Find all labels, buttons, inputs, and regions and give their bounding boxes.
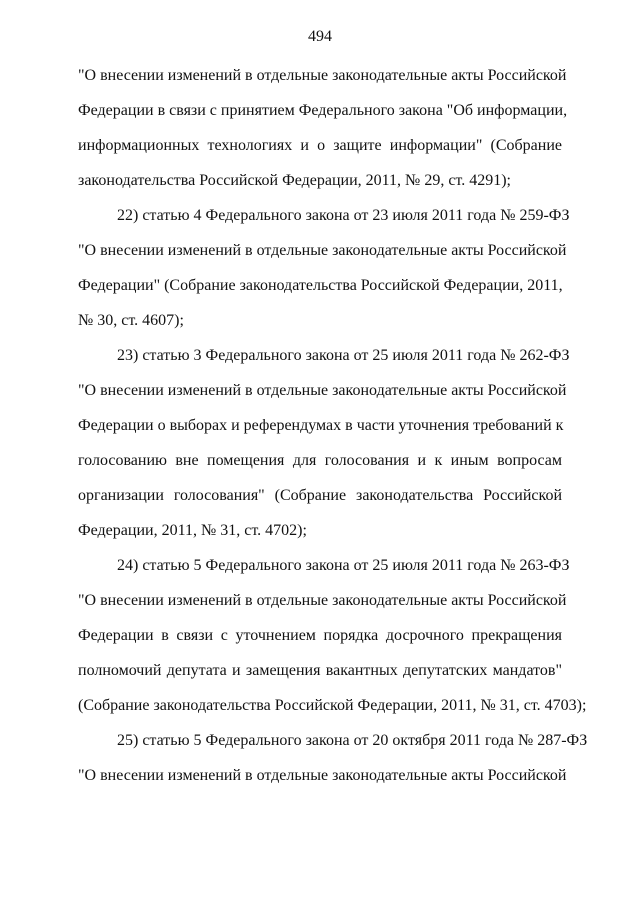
text-line: организации голосования" (Собрание законодательства Российской (78, 487, 562, 504)
text-line: "О внесении изменений в отдельные законодательные акты Российской (78, 242, 567, 259)
text-line: № 30, ст. 4607); (78, 312, 184, 329)
text-line: 25) статью 5 Федерального закона от 20 октября 2011 года № 287-ФЗ (117, 732, 588, 749)
text-line: "О внесении изменений в отдельные законодательные акты Российской (78, 382, 567, 399)
page-number: 494 (308, 28, 332, 45)
text-line: голосованию вне помещения для голосования и к иным вопросам (78, 452, 562, 469)
text-line: "О внесении изменений в отдельные законодательные акты Российской (78, 767, 567, 784)
text-line: Федерации в связи с принятием Федерального закона "Об информации, (78, 102, 568, 119)
text-line: Федерации" (Собрание законодательства Российской Федерации, 2011, (78, 277, 563, 294)
text-line: 22) статью 4 Федерального закона от 23 июля 2011 года № 259-ФЗ (117, 207, 570, 224)
text-line: Федерации о выборах и референдумах в части уточнения требований к (78, 417, 564, 434)
text-line: 24) статью 5 Федерального закона от 25 июля 2011 года № 263-ФЗ (117, 557, 570, 574)
text-line: "О внесении изменений в отдельные законодательные акты Российской (78, 67, 567, 84)
text-line: (Собрание законодательства Российской Федерации, 2011, № 31, ст. 4703); (78, 697, 587, 714)
text-line: законодательства Российской Федерации, 2011, № 29, ст. 4291); (78, 172, 511, 189)
text-line: Федерации в связи с уточнением порядка досрочного прекращения (78, 627, 562, 644)
text-line: Федерации, 2011, № 31, ст. 4702); (78, 522, 307, 539)
text-line: "О внесении изменений в отдельные законодательные акты Российской (78, 592, 567, 609)
text-line: 23) статью 3 Федерального закона от 25 июля 2011 года № 262-ФЗ (117, 347, 570, 364)
text-line: полномочий депутата и замещения вакантных депутатских мандатов" (78, 662, 562, 679)
text-line: информационных технологиях и о защите информации" (Собрание (78, 137, 562, 154)
